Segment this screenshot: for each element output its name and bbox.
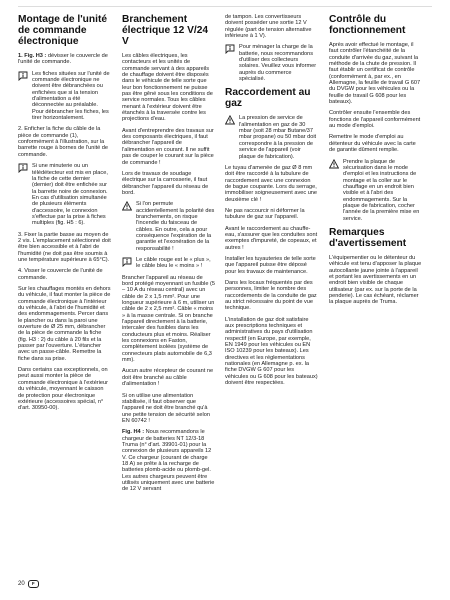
paragraph: [18, 71, 111, 122]
paragraph-text: L'équipementier ou le détenteur du véhicule est tenu d'apposer la plaque autocollante jaune jointe à l'appareil et portant les avertissements en un endroit bien visible de chaque utilisateur (par ex. sur la porte de la penderie). Le cas échéant, réclamer la plaque auprès de Truma.: [329, 254, 422, 306]
paragraph-text: Si l'on permute accidentellement la polarité des branchements, on risque l'incendie du faisceau de câbles. En outre, cela a pour conséquence l'expiration de la garantie et l'exonération de la responsabilité !: [136, 201, 215, 252]
paragraph: [225, 226, 318, 251]
paragraph: [18, 367, 111, 411]
paragraph: [122, 275, 215, 364]
paragraph: [329, 255, 422, 306]
top-rule: [18, 6, 432, 7]
info-icon: [18, 163, 28, 173]
column-3-top-body: [225, 14, 318, 82]
paragraph: [122, 171, 215, 196]
paragraph-lead: 1. Fig. H3 :: [18, 53, 47, 59]
paragraph-text: Lors de travaux de soudage électrique sur la carrosserie, il faut débrancher l'appareil du réseau de bord.: [122, 170, 209, 196]
warn-icon: [122, 201, 132, 211]
section-heading-remarques: Remarques d'avertissement: [329, 226, 407, 249]
paragraph-text: Si on utilise une alimentation stabilisée, il faut observer que l'appareil ne doit être branché qu'à une petite tension de sécurité selon EN 60742 !: [122, 392, 211, 424]
page-footer: [18, 580, 39, 588]
paragraph: [225, 44, 318, 82]
paragraph: [18, 53, 111, 66]
paragraph: [122, 128, 215, 166]
paragraph-text: Pour ménager la charge de la batterie, nous recommandons d'utiliser des collecteurs solaires. Veuillez vous informer auprès du commerce spécialisé.: [239, 44, 317, 83]
column-4: [329, 14, 422, 311]
section-heading-montage: Montage de l'unité de commande électronique: [18, 14, 108, 47]
paragraph: [329, 42, 422, 105]
paragraph-text: de tampon. Les convertisseurs doivent posséder une sortie 12 V régulée (part de tension alternative inférieure à 1 V).: [225, 14, 312, 40]
language-badge: F: [28, 580, 39, 588]
paragraph-text: Dans certains cas exceptionnels, on peut aussi monter la pièce de commande électronique à l'extérieur du véhicule, moyennant le caisson de protection pour électronique extérieure (accessoires spécial, n° d'art. 30950-00).: [18, 367, 108, 412]
column-2-body: [122, 53, 215, 493]
paragraph-text: La pression de service de l'alimentation en gaz de 30 mbar (soit 28 mbar Butane/37 mbar propane) ou 50 mbar doit correspondre à la pression de service de l'appareil (voir plaque de fabrication).: [239, 115, 317, 160]
page-number: 20: [18, 581, 25, 587]
paragraph: [329, 110, 422, 129]
paragraph-text: Les câbles électriques, les contacteurs et les unités de commande servant à des appareils de chauffage doivent être disposés dans le véhicule de telle sorte que leur bon fonctionnement ne puisse pas être gêné sous les conditions de service normales. Tous les câbles menant à l'extérieur doivent être étanchés à la traversée contre les projections d'eau.: [122, 53, 213, 123]
paragraph-text: Les fiches situées sur l'unité de commande électronique ne doivent être débranchées ou enfichées que si la tension d'alimentation a été déconnectée au préalable. Pour débrancher les fiches, les tirer horizontalement.: [32, 70, 110, 122]
column-2: [122, 14, 215, 498]
paragraph-text: Avant le raccordement au chauffe-eau, s'assurer que les conduites sont exemptes d'impureté, de copeaux, et autres !: [225, 225, 318, 251]
paragraph: [225, 256, 318, 275]
info-icon: [225, 44, 235, 54]
paragraph: [18, 163, 111, 226]
warn-icon: [225, 115, 235, 125]
paragraph: [225, 317, 318, 387]
paragraph-text: Aucun autre récepteur de courant ne doit être branché au câble d'alimentation !: [122, 368, 214, 388]
paragraph: [18, 232, 111, 264]
section-heading-branchement: Branchement électrique 12 V/24 V: [122, 14, 209, 47]
column-1: [18, 14, 111, 417]
paragraph-text: dévisser le couvercle de l'unité de commande.: [18, 53, 108, 66]
paragraph-text: Avant d'entreprendre des travaux sur des composants électriques, il faut débrancher l'appareil de l'alimentation en courant. Il ne suffit pas de couper le courant sur la pièce de commande !: [122, 127, 214, 166]
info-icon: [122, 257, 132, 267]
paragraph-text: Ne pas raccourcir ni déformer la tubulure de gaz sur l'appareil.: [225, 207, 305, 221]
paragraph-text: Remettre le mode d'emploi au détenteur du véhicule avec la carte de garantie dûment remplie.: [329, 134, 416, 154]
paragraph: [18, 268, 111, 281]
paragraph: [329, 159, 422, 222]
info-icon: [18, 71, 28, 81]
column-3-body: [225, 115, 318, 386]
paragraph: [18, 286, 111, 362]
column-4-body-2: [329, 255, 422, 306]
paragraph-text: L'installation de gaz doit satisfaire aux prescriptions techniques et administratives du pays d'utilisation respectif (en Europe, par exemple, EN 1949 pour les véhicules ou EN ISO 10239 pour les bateaux). Les directives et les réglementations nationales (en Allemagne p. ex. la fiche DVGW G 607 pour les véhicules ou G 608 pour les bateaux) doivent être respectées.: [225, 316, 318, 387]
section-heading-controle: Contrôle du fonctionnement: [329, 14, 406, 36]
paragraph: [225, 115, 318, 159]
paragraph-lead: Fig. H4 :: [122, 429, 145, 436]
paragraph: [225, 208, 318, 221]
paragraph-text: 2. Enficher la fiche du câble de la pièce de commande (1), conformément à l'illustration, sur la barrette rouge à bornes de l'unité de commande.: [18, 126, 109, 158]
paragraph: [225, 165, 318, 203]
paragraph-text: Prendre la plaque de sécurisation dans le mode d'emploi et les instructions de montage et la coller sur le chauffage en un endroit bien visible et à l'abri des endommagements. Sur la plaque de fabrication, cocher l'année de la première mise en service.: [343, 158, 420, 222]
paragraph: [18, 126, 111, 158]
paragraph: [225, 280, 318, 312]
column-1-body: [18, 53, 111, 412]
paragraph-text: Si une minuterie ou un télédétecteur est mis en place, la fiche de cette dernier (dernier) doit être enfichée sur la barrette noire de connexion. En cas d'utilisation simultanée de plusieurs éléments d'accessoire, le connexion s'effectue par la prise à fiches multiples (fig. H5 : 6).: [32, 163, 108, 227]
paragraph: [122, 393, 215, 425]
warn-icon: [329, 159, 339, 169]
paragraph: [122, 257, 215, 270]
paragraph-text: Le câble rouge est le « plus », le câble bleu le « moins » !: [136, 256, 211, 270]
section-heading-raccordement-gaz: Raccordement au gaz: [225, 87, 311, 110]
paragraph-text: Contrôler ensuite l'ensemble des fonctions de l'appareil conformément au mode d'emploi.: [329, 110, 421, 130]
paragraph: [329, 134, 422, 153]
column-4-body: [329, 42, 422, 222]
paragraph: [225, 14, 318, 39]
paragraph-text: 3. Fixer la partie basse au moyen de 2 vis. L'emplacement sélectionné doit être bien accessible et à l'abri de l'humidité (ne doit pas être soumis à une température supérieure à 65°C).: [18, 231, 111, 263]
paragraph: [122, 201, 215, 252]
paragraph-text: Nous recommandons le chargeur de batteries NT 12/3-18 Truma (n° d'art. 39901-01) pour la connexion de plusieurs appareils 12 V. Ce chargeur (courant de charge 18 A) se prête à la recharge de batteries plomb-acide ou plomb-gel. Les autres chargeurs peuvent être utilisés uniquement avec une batterie de 12 V servant: [122, 429, 215, 493]
paragraph-text: Brancher l'appareil au réseau de bord protégé moyennant un fusible (5 – 10 A du réseau central) avec un câble de 2 x 1,5 mm². Pour une longueur supérieure à 6 m, utiliser un câble de 2 x 2,5 mm². Câble « moins » à la masse centrale. Si on branche l'appareil directement à la batterie, intercaler des fusibles dans les conducteurs plus et moins. Réaliser les connexions en Faston, complètement isolées (système de connecteurs plats automobile de 6,3 mm).: [122, 274, 215, 364]
paragraph-text: 4. Visser le couvercle de l'unité de commande.: [18, 268, 103, 281]
column-3: [225, 14, 318, 392]
paragraph: [122, 368, 215, 387]
paragraph-text: Après avoir effectué le montage, il faut contrôler l'étanchéité de la conduite d'arrivée du gaz, suivant la méthode de la chute de pression. Il faut établir un certificat de contrôle (conformément à, par ex., en Allemagne, la feuille de travail G 607 du DVGW pour les véhicules ou la feuille de travail G 608 pour les bateaux).: [329, 42, 421, 106]
paragraph: [122, 53, 215, 123]
paragraph-text: Le tuyau d'amenée de gaz Ø 8 mm doit être raccordé à la tubulure de raccordement avec une connexion de bague coupante. Lors du serrage, immobiliser soigneusement avec une deuxième clé !: [225, 164, 318, 203]
paragraph-text: Installer les tuyauteries de telle sorte que l'appareil puisse être déposé pour les travaux de maintenance.: [225, 255, 316, 275]
paragraph-text: Dans les locaux fréquentés par des personnes, limiter le nombre des raccordements de la conduite de gaz au strict nécessaire du point de vue technique.: [225, 280, 317, 312]
paragraph-text: Sur les chauffages montés en dehors du véhicule, il faut monter la pièce de commande électronique à l'intérieur du véhicule, à l'abri de l'humidité et des endommagements. Percer dans le plancher ou dans la paroi une ouverture de Ø 25 mm, débrancher de la pièce de commande la fiche (fig. H3 : 2) du câble à 20 fils et la passer par l'ouverture. L'étancher avec un passe-câble. Remettre la fiche dans sa prise.: [18, 286, 111, 362]
paragraph: [122, 429, 215, 492]
